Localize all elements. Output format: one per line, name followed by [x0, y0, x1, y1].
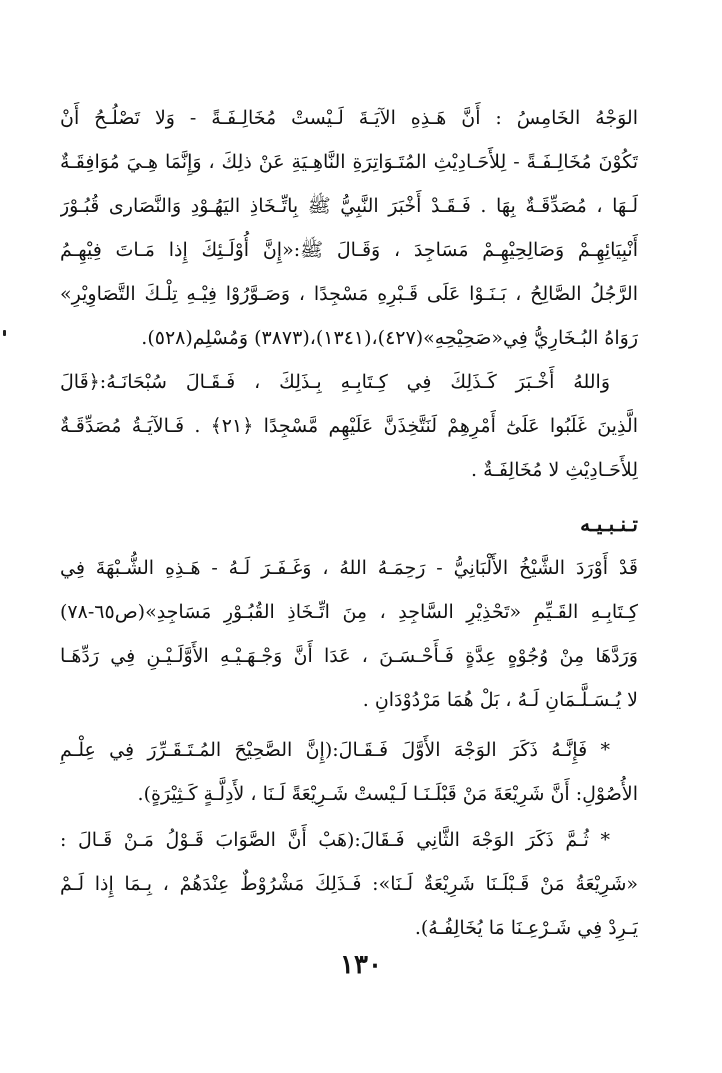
- text-line: الَّذِينَ غَلَبُوا عَلَىٰٓ أَمْرِهِمْ لَنَتَّخِذَنَّ عَلَيْهِم مَّسْجِدًا ﴿٢١﴾ . فَـالآيَـةُ مُصَدِّقَـةٌ: [60, 415, 638, 437]
- text-line: قَدْ أَوْرَدَ الشَّيْخُ الأَلْبَانِيُّ - رَحِمَـهُ اللهُ ، وَغَـفَـرَ لَـهُ - هَـذِهِ الشُّـبْهَةَ فِي: [60, 557, 638, 579]
- notice-heading: تـنـبـيـه: [580, 512, 638, 536]
- text-line: كِـتَابِـهِ القَـيِّمِ «تَحْذِيْرِ السَّاجِدِ ، مِنَ اتِّـخَاذِ القُبُـوْرِ مَسَاجِدِ»(ص٦٥-٧٨): [60, 601, 638, 623]
- text-line: أَنْبِيَائِهِـمْ وَصَالِحِيْهِـمْ مَسَاجِدَ ، وَقَـالَ ﷺ:«إِنَّ أُوْلَـئِكَ إِذا مَـاتَ فِيْهِـمُ: [60, 239, 638, 261]
- margin-mark: [3, 330, 6, 336]
- text-line: الأُصُوْلِ: أَنَّ شَرِيْعَةَ مَنْ قَبْلَـنَـا لَـيْستْ شَـرِيْعَةً لَـنَا ، لأَدِلَّـةٍ كَـثِيْرَةٍ).: [137, 783, 638, 805]
- text-line: * ثُـمَّ ذَكَرَ الوَجْهَ الثَّانِي فَـقَالَ:(هَبْ أَنَّ الصَّوَابَ قَـوْلُ مَـنْ قَـالَ :: [60, 829, 610, 851]
- text-line: وَاللهُ أَخْـبَرَ كَـذَلِكَ فِي كِـتَابِـهِ بِـذَلِكَ ، فَـقَـالَ سُبْحَانَـهُ:﴿قَالَ: [60, 371, 610, 393]
- text-line: تَكُوْنَ مُخَالِـفَـةً - لِلأَحَـادِيْثِ المُتَـوَاتِرَةِ النَّاهِـيَةِ عَنْ ذلِكَ ، وَإِنَّمَا هِـيَ مُوَافِقَـةٌ: [60, 151, 638, 173]
- text-line: * فَإِنَّـهُ ذَكَرَ الوَجْهَ الأَوَّلَ فَـقَـالَ:(إِنَّ الصَّحِيْحَ المُـتَـقَـرِّرَ فِي عِلْـمِ: [60, 739, 610, 761]
- text-line: رَوَاهُ البُـخَارِيُّ فِي«صَحِيْحِهِ»(٤٢٧)،(١٣٤١)،(٣٨٧٣) وَمُسْلِم(٥٢٨).: [141, 327, 638, 349]
- text-line: وَرَدَّهَا مِنْ وُجُوْهٍ عِدَّةٍ فَـأَحْـسَـنَ ، عَدَا أَنَّ وَجْـهَـيْـهِ الأَوَّلَـيْـنِ فِي رَدِّهَـا: [60, 645, 638, 667]
- text-line: الوَجْهُ الخَامِسُ : أَنَّ هَـذِهِ الآيَـةَ لَـيْستْ مُخَالِـفَـةً - وَلا تَصْلُـحُ أَنْ: [60, 107, 638, 129]
- page-number: ١٣٠: [340, 950, 382, 980]
- text-line: لِلأَحَـادِيْثِ لا مُخَالِفَـةٌ .: [470, 459, 638, 481]
- text-line: يَـرِدْ فِي شَـرْعِـنَا مَا يُخَالِفُـهُ).: [414, 917, 638, 939]
- text-line: لَـهَا ، مُصَدِّقَـةٌ بِهَا . فَـقَـدْ أَخْبَرَ النَّبِيُّ ﷺ بِاتِّـخَاذِ اليَهُـوْدِ وَالنَّصَارى قُبُـوْرَ: [60, 195, 638, 217]
- text-line: «شَرِيْعَةُ مَنْ قَـبْلَـنَا شَرِيْعَةٌ لَـنَا»: فَـذَلِكَ مَشْرُوْطٌ عِنْدَهُمْ ، بِـمَا إِذا لَـمْ: [60, 873, 638, 895]
- text-line: لا يُـسَـلَّـمَانِ لَـهُ ، بَلْ هُمَا مَرْدُوْدَانِ .: [362, 689, 638, 711]
- text-line: الرَّجُلُ الصَّالِحُ ، بَـنَـوْا عَلَى قَـبْرِهِ مَسْجِدًا ، وَصَـوَّرُوْا فِيْـهِ تِلْـكَ التَّصَاوِيْرِ»: [60, 283, 638, 305]
